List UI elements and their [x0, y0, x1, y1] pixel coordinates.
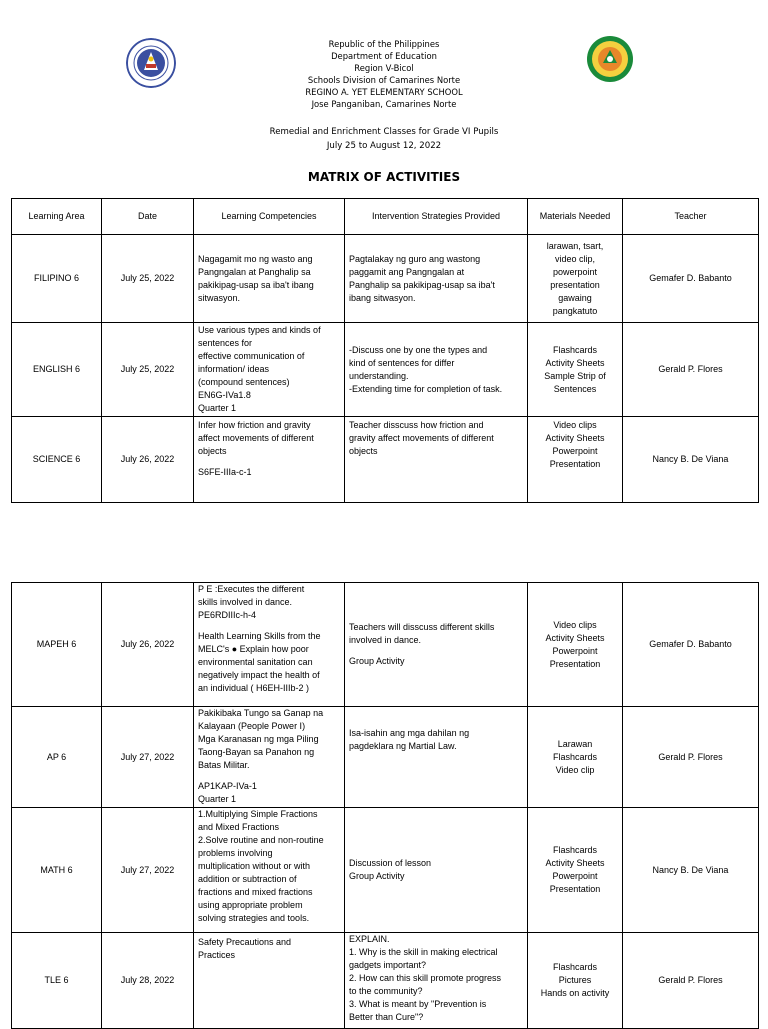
text-line: Discussion of lesson	[349, 858, 432, 868]
text-line: objects	[198, 446, 227, 456]
cell-teacher: Gemafer D. Babanto	[623, 235, 759, 323]
text-line: Presentation	[549, 459, 601, 469]
text-line: environmental sanitation can	[198, 657, 313, 667]
text-line: Quarter 1	[198, 403, 237, 413]
cell-materials	[528, 707, 623, 808]
text-line: Flashcards	[552, 344, 597, 355]
cell-materials	[528, 933, 623, 1029]
text-line: gravity affect movements of different	[349, 433, 494, 443]
cell-strategies	[345, 933, 528, 1029]
text-line: to the community?	[349, 986, 423, 996]
header-line: Republic of the Philippines	[328, 39, 440, 49]
text-line: Sentences	[553, 383, 597, 394]
text-line: Pangngalan at Panghalip sa	[198, 266, 311, 277]
table-row	[12, 323, 759, 417]
text-line: Infer how friction and gravity	[198, 420, 311, 430]
cell-materials	[528, 583, 623, 707]
activities-table-part-1	[11, 198, 759, 503]
text-line: skills involved in dance.	[198, 597, 293, 607]
text-line: effective communication of	[198, 351, 305, 361]
text-line: Pictures	[558, 975, 592, 985]
cell-teacher: Gerald P. Flores	[623, 933, 759, 1029]
text-line: 3. What is meant by "Prevention is	[349, 999, 487, 1009]
cell-date: July 25, 2022	[102, 323, 194, 417]
col-header-learning-area: Learning Area	[12, 199, 102, 235]
cell-strategies	[345, 707, 528, 808]
cell-date: July 26, 2022	[102, 417, 194, 503]
cell-date: July 28, 2022	[102, 933, 194, 1029]
text-line: Hands on activity	[540, 988, 610, 998]
program-heading	[0, 125, 768, 153]
text-line: Powerpoint	[552, 446, 598, 456]
text-line: Presentation	[549, 884, 601, 894]
text-line: Group Activity	[349, 656, 405, 666]
cell-strategies	[345, 417, 528, 503]
text-line: Activity Sheets	[545, 858, 605, 868]
text-line: Activity Sheets	[545, 433, 605, 443]
cell-area: ENGLISH 6	[12, 323, 102, 417]
text-line: -Discuss one by one the types and	[349, 344, 488, 355]
text-line: P E :Executes the different	[198, 584, 305, 594]
text-line: PE6RDIIIc-h-4	[198, 610, 257, 620]
text-line: Safety Precautions and	[198, 937, 292, 947]
text-line: understanding.	[349, 370, 409, 381]
col-header-materials: Materials Needed	[528, 199, 623, 235]
cell-teacher: Gemafer D. Babanto	[623, 583, 759, 707]
cell-materials	[528, 323, 623, 417]
text-line: information/ ideas	[198, 364, 270, 374]
cell-area: AP 6	[12, 707, 102, 808]
text-line: multiplication without or with	[198, 861, 311, 871]
text-line: (compound sentences)	[198, 377, 290, 387]
cell-competencies	[194, 933, 345, 1029]
text-line: negatively impact the health of	[198, 670, 320, 680]
text-line: 1. Why is the skill in making electrical	[349, 947, 498, 957]
cell-area: FILIPINO 6	[12, 235, 102, 323]
table-header-row	[12, 199, 759, 235]
text-line: Powerpoint	[552, 871, 598, 881]
col-header-strategies: Intervention Strategies Provided	[345, 199, 528, 235]
text-line: AP1KAP-IVa-1	[198, 781, 257, 791]
text-line: Pagtalakay ng guro ang wastong	[349, 253, 481, 264]
table-row	[12, 583, 759, 707]
cell-date: July 27, 2022	[102, 808, 194, 933]
col-header-teacher: Teacher	[623, 199, 759, 235]
text-line: Activity Sheets	[545, 357, 605, 368]
text-line: addition or subtraction of	[198, 874, 297, 884]
cell-teacher: Nancy B. De Viana	[623, 417, 759, 503]
cell-competencies	[194, 583, 345, 707]
text-line: Pakikibaka Tungo sa Ganap na	[198, 708, 324, 718]
text-line: pagdeklara ng Martial Law.	[349, 741, 457, 751]
text-line: sitwasyon.	[198, 292, 241, 303]
text-line: Nagagamit mo ng wasto ang	[198, 253, 313, 264]
text-line: Flashcards	[552, 962, 597, 972]
text-line: Activity Sheets	[545, 632, 605, 643]
cell-date: July 27, 2022	[102, 707, 194, 808]
cell-materials	[528, 235, 623, 323]
text-line: Use various types and kinds of	[198, 325, 321, 335]
text-line: pangkatuto	[552, 305, 598, 316]
text-line: Video clip	[555, 764, 595, 775]
cell-teacher: Gerald P. Flores	[623, 323, 759, 417]
competency-code: S6FE-IIIa-c-1	[198, 467, 252, 477]
cell-strategies	[345, 235, 528, 323]
text-line: and Mixed Fractions	[198, 822, 280, 832]
text-line: Presentation	[549, 658, 601, 669]
cell-area: SCIENCE 6	[12, 417, 102, 503]
text-line: solving strategies and tools.	[198, 913, 310, 923]
text-line: an individual ( H6EH-IIIb-2 )	[198, 683, 310, 693]
table-row	[12, 933, 759, 1029]
text-line: Flashcards	[552, 751, 597, 762]
text-line: Teacher disscuss how friction and	[349, 420, 484, 430]
program-dates: July 25 to August 12, 2022	[326, 141, 442, 151]
text-line: Powerpoint	[552, 645, 598, 656]
text-line: Mga Karanasan ng mga Piling	[198, 734, 319, 744]
text-line: Teachers will disscuss different skills	[349, 622, 495, 632]
cell-area: TLE 6	[12, 933, 102, 1029]
text-line: using appropriate problem	[198, 900, 303, 910]
text-line: Isa-isahin ang mga dahilan ng	[349, 728, 470, 738]
text-line: involved in dance.	[349, 635, 422, 645]
cell-date: July 26, 2022	[102, 583, 194, 707]
cell-strategies	[345, 808, 528, 933]
text-line: Kalayaan (People Power I)	[198, 721, 306, 731]
text-line: paggamit ang Pangngalan at	[349, 266, 465, 277]
text-line: MELC's ● Explain how poor	[198, 644, 309, 654]
table-row	[12, 707, 759, 808]
cell-area: MAPEH 6	[12, 583, 102, 707]
header-line: Region V-Bicol	[354, 63, 414, 73]
cell-competencies	[194, 808, 345, 933]
text-line: fractions and mixed fractions	[198, 887, 313, 897]
text-line: Batas Militar.	[198, 760, 250, 770]
text-line: powerpoint	[552, 266, 598, 277]
text-line: Flashcards	[552, 845, 597, 855]
text-line: 1.Multiplying Simple Fractions	[198, 809, 318, 819]
activities-table-part-2	[11, 582, 759, 1029]
text-line: Better than Cure"?	[349, 1012, 424, 1022]
text-line: gawaing	[558, 292, 592, 303]
col-header-competencies: Learning Competencies	[194, 199, 345, 235]
text-line: Larawan	[557, 738, 593, 749]
cell-competencies	[194, 323, 345, 417]
text-line: gadgets important?	[349, 960, 427, 970]
text-line: Video clips	[553, 619, 597, 630]
text-line: Group Activity	[349, 871, 405, 881]
text-line: video clip,	[554, 253, 596, 264]
cell-teacher: Gerald P. Flores	[623, 707, 759, 808]
text-line: pakikipag-usap sa iba't ibang	[198, 279, 314, 290]
cell-materials	[528, 808, 623, 933]
text-line: sentences for	[198, 338, 253, 348]
text-line: Video clips	[553, 420, 597, 430]
text-line: kind of sentences for differ	[349, 357, 455, 368]
cell-competencies	[194, 235, 345, 323]
text-line: problems involving	[198, 848, 273, 858]
program-name: Remedial and Enrichment Classes for Grade VI Pupils	[269, 127, 499, 137]
text-line: affect movements of different	[198, 433, 314, 443]
header-line: Department of Education	[331, 51, 437, 61]
cell-competencies	[194, 417, 345, 503]
text-line: -Extending time for completion of task.	[349, 383, 503, 394]
cell-strategies	[345, 323, 528, 417]
table-row	[12, 808, 759, 933]
text-line: objects	[349, 446, 378, 456]
header-line: Jose Panganiban, Camarines Norte	[311, 99, 457, 109]
cell-materials	[528, 417, 623, 503]
text-line: EXPLAIN.	[349, 934, 390, 944]
cell-competencies	[194, 707, 345, 808]
text-line: Health Learning Skills from the	[198, 631, 321, 641]
text-line: presentation	[550, 279, 600, 290]
text-line: Practices	[198, 950, 236, 960]
page-title: MATRIX OF ACTIVITIES	[307, 170, 461, 184]
cell-date: July 25, 2022	[102, 235, 194, 323]
text-line: larawan, tsart,	[546, 240, 604, 251]
cell-area: MATH 6	[12, 808, 102, 933]
table-row	[12, 235, 759, 323]
text-line: Panghalip sa pakikipag-usap sa iba't	[349, 279, 495, 290]
text-line: Taong-Bayan sa Panahon ng	[198, 747, 315, 757]
text-line: 2. How can this skill promote progress	[349, 973, 502, 983]
letterhead	[0, 38, 768, 110]
text-line: ibang sitwasyon.	[349, 292, 416, 303]
text-line: EN6G-IVa1.8	[198, 390, 251, 400]
text-line: 2.Solve routine and non-routine	[198, 835, 324, 845]
cell-teacher: Nancy B. De Viana	[623, 808, 759, 933]
cell-strategies	[345, 583, 528, 707]
header-line: Schools Division of Camarines Norte	[307, 75, 461, 85]
header-line: REGINO A. YET ELEMENTARY SCHOOL	[305, 87, 463, 97]
table-row	[12, 417, 759, 503]
text-line: Sample Strip of	[544, 370, 606, 381]
text-line: Quarter 1	[198, 794, 237, 804]
col-header-date: Date	[102, 199, 194, 235]
